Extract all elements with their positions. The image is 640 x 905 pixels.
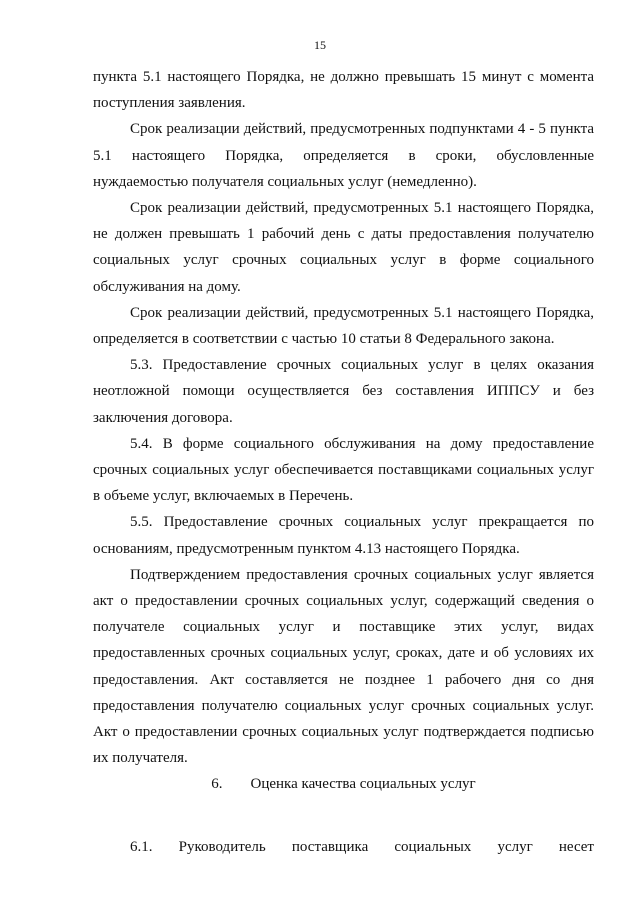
section-title: Оценка качества социальных услуг (250, 776, 476, 793)
paragraph-confirmation: Подтверждением предоставления срочных социальных услуг является акт о предоставлении срочных социальных услуг, содержащий сведения о получателе социальных услуг и поставщике этих услуг, видах предоставленных срочных социальных услуг, сроках, дате и об условиях их предоставления. Акт составляется не позднее 1 рабочего дня со дня предоставления получателю социальных услуг срочных социальных услуг. Акт о предоставлении срочных социальных услуг подтверждается подписью их получателя. (93, 566, 594, 767)
section-heading (93, 771, 594, 797)
paragraph-3: Срок реализации действий, предусмотренных 5.1 настоящего Порядка, не должен превышать 1 рабочий день с даты предоставления получателю социальных услуг срочных социальных услуг в форме социального обслуживания на дому. (93, 200, 594, 295)
paragraph-5-4: 5.4. В форме социального обслуживания на дому предоставление срочных социальных услуг обеспечивается поставщиками социальных услуг в объеме услуг, включаемых в Перечень. (93, 435, 594, 505)
paragraph-5-5: 5.5. Предоставление срочных социальных услуг прекращается по основаниям, предусмотренным пунктом 4.13 настоящего Порядка. (93, 514, 594, 557)
paragraph-2: Срок реализации действий, предусмотренных подпунктами 4 - 5 пункта 5.1 настоящего Порядка, определяется в сроки, обусловленные нуждаемостью получателя социальных услуг (немедленно). (93, 121, 594, 190)
paragraph-4: Срок реализации действий, предусмотренных 5.1 настоящего Порядка, определяется в соответствии с частью 10 статьи 8 Федерального закона. (93, 304, 594, 348)
document-body (93, 64, 594, 860)
paragraph-6-1: 6.1. Руководитель поставщика социальных услуг несет (130, 838, 594, 855)
page-number: 15 (314, 38, 326, 52)
paragraph-5-3: 5.3. Предоставление срочных социальных услуг в целях оказания неотложной помощи осуществляется без составления ИППСУ и без заключения договора. (93, 357, 594, 426)
paragraph-1: пункта 5.1 настоящего Порядка, не должно превышать 15 минут с момента поступления заявления. (93, 69, 594, 112)
section-number: 6. (211, 776, 223, 793)
